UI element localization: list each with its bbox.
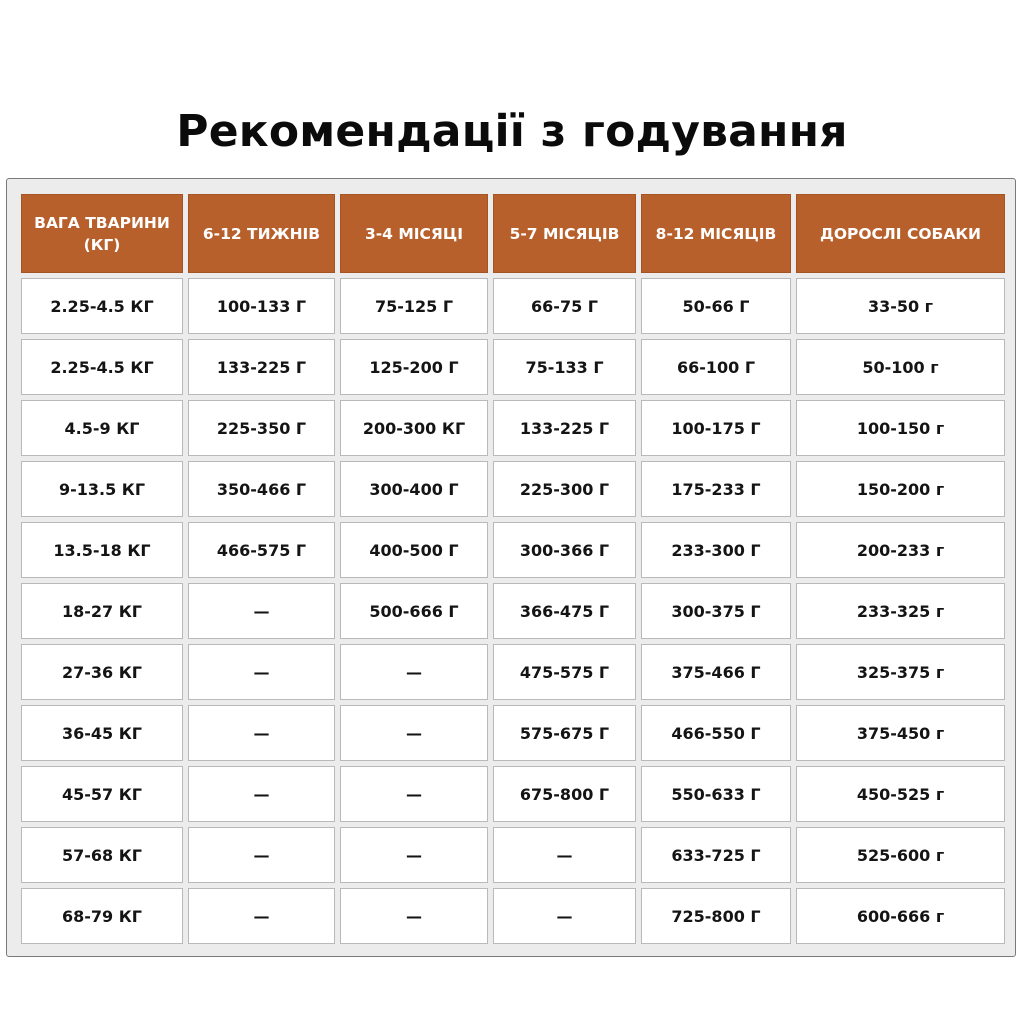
portion-cell: 675-800 Г <box>493 766 636 822</box>
portion-cell: 400-500 Г <box>340 522 488 578</box>
portion-cell: 125-200 Г <box>340 339 488 395</box>
header-3-4-months: 3-4 МІСЯЦІ <box>340 194 488 273</box>
portion-cell: — <box>188 766 335 822</box>
table-body <box>21 278 1005 944</box>
header-6-12-weeks: 6-12 ТИЖНІВ <box>188 194 335 273</box>
table-header <box>21 194 1005 273</box>
portion-cell: 200-233 г <box>796 522 1005 578</box>
weight-cell: 9-13.5 КГ <box>21 461 183 517</box>
table-row <box>21 705 1005 761</box>
portion-cell: 500-666 Г <box>340 583 488 639</box>
feeding-table-frame <box>6 178 1016 957</box>
portion-cell: 200-300 КГ <box>340 400 488 456</box>
table-row <box>21 522 1005 578</box>
table-row <box>21 644 1005 700</box>
portion-cell: 466-550 Г <box>641 705 791 761</box>
weight-cell: 68-79 КГ <box>21 888 183 944</box>
portion-cell: — <box>493 827 636 883</box>
header-adult-dogs: ДОРОСЛІ СОБАКИ <box>796 194 1005 273</box>
portion-cell: 550-633 Г <box>641 766 791 822</box>
portion-cell: — <box>188 583 335 639</box>
portion-cell: 366-475 Г <box>493 583 636 639</box>
portion-cell: 75-133 Г <box>493 339 636 395</box>
portion-cell: 475-575 Г <box>493 644 636 700</box>
portion-cell: 375-450 г <box>796 705 1005 761</box>
portion-cell: — <box>188 644 335 700</box>
header-weight: ВАГА ТВАРИНИ (КГ) <box>21 194 183 273</box>
weight-cell: 57-68 КГ <box>21 827 183 883</box>
portion-cell: 300-375 Г <box>641 583 791 639</box>
weight-cell: 18-27 КГ <box>21 583 183 639</box>
portion-cell: 725-800 Г <box>641 888 791 944</box>
portion-cell: 575-675 Г <box>493 705 636 761</box>
weight-cell: 13.5-18 КГ <box>21 522 183 578</box>
portion-cell: — <box>188 888 335 944</box>
weight-cell: 27-36 КГ <box>21 644 183 700</box>
portion-cell: 50-66 Г <box>641 278 791 334</box>
portion-cell: — <box>340 705 488 761</box>
portion-cell: 150-200 г <box>796 461 1005 517</box>
portion-cell: — <box>493 888 636 944</box>
portion-cell: 100-150 г <box>796 400 1005 456</box>
weight-cell: 4.5-9 КГ <box>21 400 183 456</box>
portion-cell: 33-50 г <box>796 278 1005 334</box>
header-5-7-months: 5-7 МІСЯЦІВ <box>493 194 636 273</box>
portion-cell: — <box>188 827 335 883</box>
portion-cell: 66-75 Г <box>493 278 636 334</box>
portion-cell: 133-225 Г <box>188 339 335 395</box>
table-row <box>21 583 1005 639</box>
portion-cell: 50-100 г <box>796 339 1005 395</box>
portion-cell: 225-300 Г <box>493 461 636 517</box>
portion-cell: 350-466 Г <box>188 461 335 517</box>
page-title: Рекомендації з годування <box>176 106 848 157</box>
table-row <box>21 888 1005 944</box>
table-row <box>21 827 1005 883</box>
table-row <box>21 400 1005 456</box>
weight-cell: 36-45 КГ <box>21 705 183 761</box>
portion-cell: 600-666 г <box>796 888 1005 944</box>
portion-cell: — <box>340 766 488 822</box>
header-8-12-months: 8-12 МІСЯЦІВ <box>641 194 791 273</box>
table-header-row <box>21 194 1005 273</box>
portion-cell: 450-525 г <box>796 766 1005 822</box>
weight-cell: 2.25-4.5 КГ <box>21 339 183 395</box>
table-row <box>21 461 1005 517</box>
table-row <box>21 766 1005 822</box>
portion-cell: — <box>340 888 488 944</box>
portion-cell: 525-600 г <box>796 827 1005 883</box>
portion-cell: 100-175 Г <box>641 400 791 456</box>
portion-cell: 300-400 Г <box>340 461 488 517</box>
portion-cell: — <box>340 644 488 700</box>
table-row <box>21 339 1005 395</box>
portion-cell: 325-375 г <box>796 644 1005 700</box>
portion-cell: 375-466 Г <box>641 644 791 700</box>
portion-cell: — <box>188 705 335 761</box>
portion-cell: 100-133 Г <box>188 278 335 334</box>
portion-cell: 233-300 Г <box>641 522 791 578</box>
portion-cell: 633-725 Г <box>641 827 791 883</box>
portion-cell: 225-350 Г <box>188 400 335 456</box>
portion-cell: 66-100 Г <box>641 339 791 395</box>
weight-cell: 45-57 КГ <box>21 766 183 822</box>
portion-cell: 175-233 Г <box>641 461 791 517</box>
portion-cell: 233-325 г <box>796 583 1005 639</box>
portion-cell: 300-366 Г <box>493 522 636 578</box>
weight-cell: 2.25-4.5 КГ <box>21 278 183 334</box>
table-row <box>21 278 1005 334</box>
portion-cell: 75-125 Г <box>340 278 488 334</box>
portion-cell: 133-225 Г <box>493 400 636 456</box>
feeding-table <box>16 189 1010 949</box>
portion-cell: 466-575 Г <box>188 522 335 578</box>
portion-cell: — <box>340 827 488 883</box>
